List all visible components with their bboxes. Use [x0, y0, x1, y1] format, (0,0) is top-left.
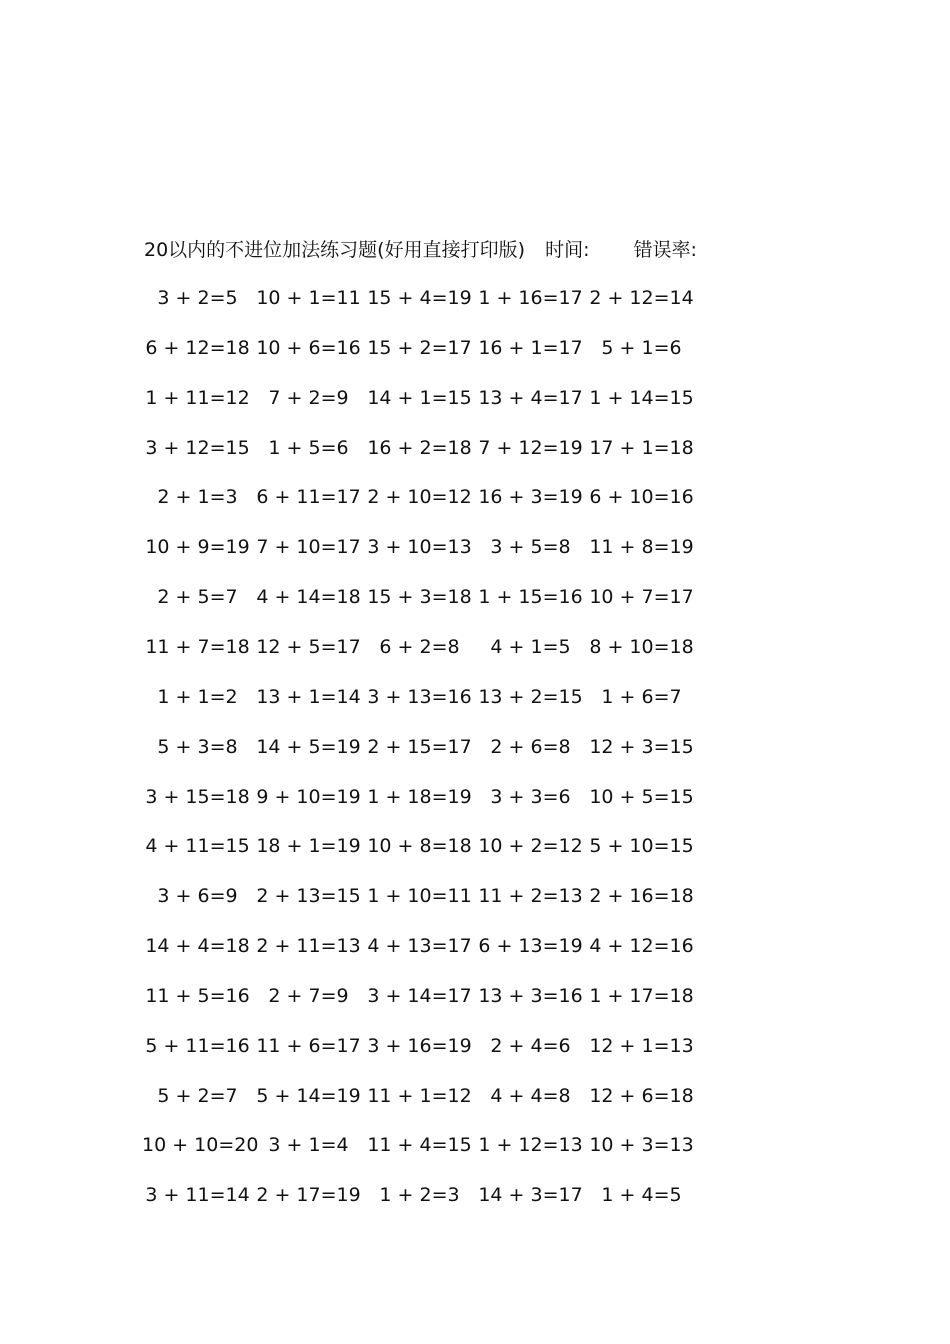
addition-problem: 14 + 3=17 — [478, 1184, 583, 1207]
addition-problem: 1 + 4=5 — [601, 1184, 682, 1207]
addition-problem: 2 + 10=12 — [367, 486, 472, 509]
addition-problem: 13 + 4=17 — [478, 386, 583, 409]
addition-problem: 10 + 6=16 — [256, 336, 361, 359]
addition-problem: 15 + 2=17 — [367, 336, 472, 359]
addition-problem: 14 + 4=18 — [145, 935, 250, 958]
addition-problem: 2 + 4=6 — [490, 1034, 571, 1057]
addition-problem: 1 + 16=17 — [478, 287, 583, 309]
addition-problem: 10 + 5=15 — [589, 785, 694, 808]
addition-problem: 12 + 1=13 — [589, 1034, 694, 1057]
addition-problem: 11 + 1=12 — [367, 1084, 472, 1107]
addition-problem: 4 + 12=16 — [589, 935, 694, 958]
addition-problem: 11 + 2=13 — [478, 885, 583, 908]
addition-problem: 2 + 16=18 — [589, 885, 694, 908]
addition-problem: 6 + 2=8 — [379, 635, 460, 658]
addition-problem: 3 + 13=16 — [367, 685, 472, 708]
addition-problem: 3 + 6=9 — [157, 885, 238, 908]
addition-problem: 1 + 6=7 — [601, 685, 682, 708]
addition-problem: 10 + 8=18 — [367, 835, 472, 858]
addition-problem: 2 + 13=15 — [256, 885, 361, 908]
addition-problem: 6 + 11=17 — [256, 486, 361, 509]
addition-problem: 16 + 3=19 — [478, 486, 583, 509]
addition-problem: 4 + 13=17 — [367, 935, 472, 958]
addition-problem: 14 + 1=15 — [367, 386, 472, 409]
error-rate-label: 错误率: — [633, 239, 697, 261]
addition-problem: 11 + 7=18 — [145, 635, 250, 658]
addition-problem: 3 + 1=4 — [268, 1134, 349, 1157]
addition-problem: 5 + 11=16 — [145, 1034, 250, 1057]
addition-problem: 8 + 10=18 — [589, 635, 694, 658]
addition-problem: 10 + 1=11 — [256, 287, 361, 309]
addition-problem: 15 + 3=18 — [367, 586, 472, 609]
addition-problem: 4 + 11=15 — [145, 835, 250, 858]
addition-problem: 5 + 14=19 — [256, 1084, 361, 1107]
addition-problem: 2 + 11=13 — [256, 935, 361, 958]
addition-problem: 2 + 7=9 — [268, 984, 349, 1007]
addition-problem: 7 + 12=19 — [478, 436, 583, 459]
addition-problem: 14 + 5=19 — [256, 735, 361, 758]
addition-problem: 5 + 10=15 — [589, 835, 694, 858]
addition-problem: 13 + 1=14 — [256, 685, 361, 708]
addition-problem: 2 + 6=8 — [490, 735, 571, 758]
addition-problem: 13 + 3=16 — [478, 984, 583, 1007]
addition-problem: 1 + 10=11 — [367, 885, 472, 908]
addition-problem: 10 + 9=19 — [145, 536, 250, 559]
addition-problem: 3 + 2=5 — [157, 287, 238, 309]
worksheet-header — [144, 236, 697, 264]
addition-problem: 11 + 5=16 — [145, 984, 250, 1007]
addition-problem: 12 + 3=15 — [589, 735, 694, 758]
addition-problem: 2 + 15=17 — [367, 735, 472, 758]
time-label: 时间: — [545, 239, 590, 261]
addition-problem: 1 + 11=12 — [145, 386, 250, 409]
addition-problem: 6 + 10=16 — [589, 486, 694, 509]
addition-problem: 10 + 10=20 — [142, 1134, 259, 1157]
addition-problem: 3 + 14=17 — [367, 984, 472, 1007]
addition-problem: 5 + 3=8 — [157, 735, 238, 758]
addition-problem: 1 + 18=19 — [367, 785, 472, 808]
addition-problem: 1 + 17=18 — [589, 984, 694, 1007]
addition-problem: 5 + 1=6 — [601, 336, 682, 359]
addition-problem: 7 + 10=17 — [256, 536, 361, 559]
worksheet-title: 20以内的不进位加法练习题(好用直接打印版) — [144, 239, 526, 261]
addition-problem: 16 + 2=18 — [367, 436, 472, 459]
addition-problem: 2 + 1=3 — [157, 486, 238, 509]
addition-problem: 5 + 2=7 — [157, 1084, 238, 1107]
addition-problem: 3 + 10=13 — [367, 536, 472, 559]
addition-problem: 6 + 13=19 — [478, 935, 583, 958]
addition-problem: 11 + 8=19 — [589, 536, 694, 559]
addition-problem: 3 + 12=15 — [145, 436, 250, 459]
addition-problem: 1 + 5=6 — [268, 436, 349, 459]
addition-problem: 13 + 2=15 — [478, 685, 583, 708]
addition-problem: 4 + 4=8 — [490, 1084, 571, 1107]
addition-problem: 3 + 3=6 — [490, 785, 571, 808]
addition-problem: 12 + 5=17 — [256, 635, 361, 658]
addition-problem: 12 + 6=18 — [589, 1084, 694, 1107]
addition-problem: 2 + 5=7 — [157, 586, 238, 609]
addition-problem: 1 + 15=16 — [478, 586, 583, 609]
addition-problem: 6 + 12=18 — [145, 336, 250, 359]
addition-problem: 3 + 11=14 — [145, 1184, 250, 1207]
addition-problem: 10 + 3=13 — [589, 1134, 694, 1157]
addition-problem: 1 + 2=3 — [379, 1184, 460, 1207]
addition-problem: 1 + 12=13 — [478, 1134, 583, 1157]
addition-problem: 3 + 16=19 — [367, 1034, 472, 1057]
addition-problem: 18 + 1=19 — [256, 835, 361, 858]
addition-problem: 4 + 14=18 — [256, 586, 361, 609]
addition-problem: 10 + 2=12 — [478, 835, 583, 858]
addition-problem: 1 + 1=2 — [157, 685, 238, 708]
addition-problem: 3 + 15=18 — [145, 785, 250, 808]
addition-problem: 1 + 14=15 — [589, 386, 694, 409]
addition-problem: 4 + 1=5 — [490, 635, 571, 658]
addition-problem: 9 + 10=19 — [256, 785, 361, 808]
addition-problem: 15 + 4=19 — [367, 287, 472, 309]
addition-problem: 3 + 5=8 — [490, 536, 571, 559]
addition-problem: 11 + 4=15 — [367, 1134, 472, 1157]
addition-problem: 7 + 2=9 — [268, 386, 349, 409]
addition-problem: 2 + 17=19 — [256, 1184, 361, 1207]
addition-problem: 16 + 1=17 — [478, 336, 583, 359]
addition-problem: 11 + 6=17 — [256, 1034, 361, 1057]
addition-problem: 2 + 12=14 — [589, 287, 694, 309]
addition-problem: 17 + 1=18 — [589, 436, 694, 459]
addition-problem: 10 + 7=17 — [589, 586, 694, 609]
